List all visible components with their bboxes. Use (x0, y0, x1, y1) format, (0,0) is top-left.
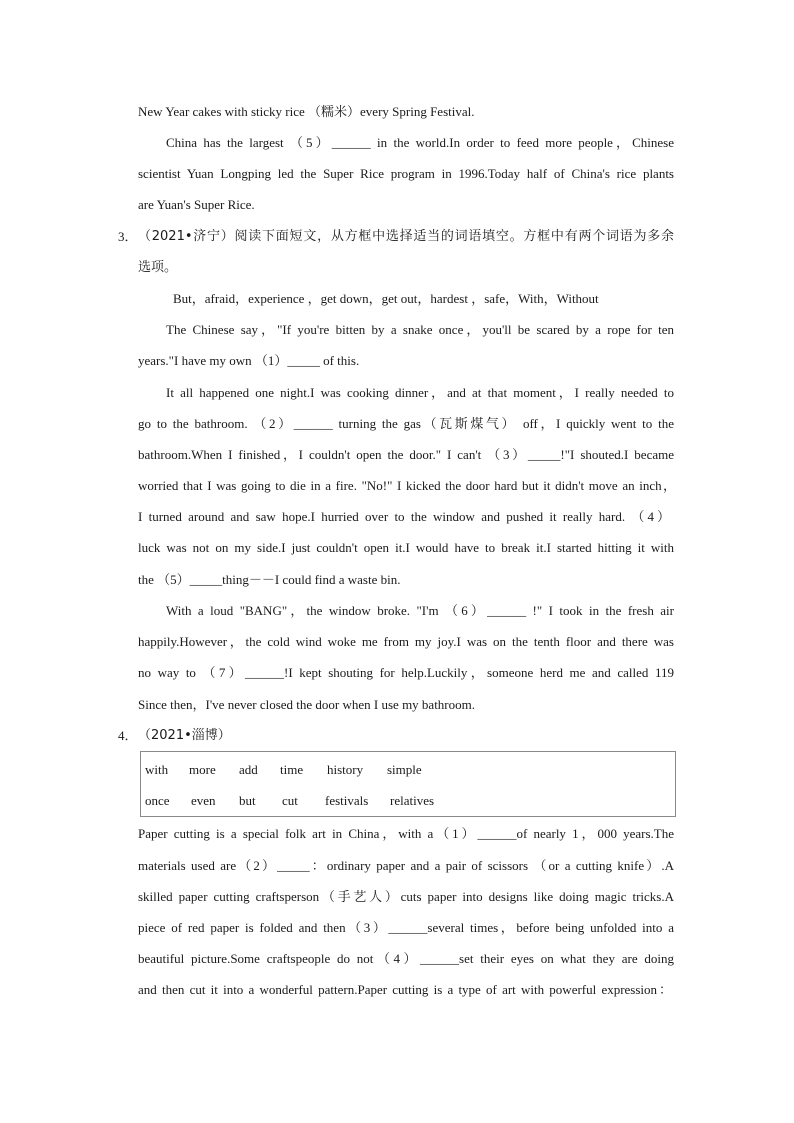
question4-line-6: and then cut it into a wonderful pattern.Paper cutting is a type of art with powerful expression： (138, 982, 672, 997)
question3-header-continued: 选项。 (138, 260, 178, 275)
question3-line-7: I turned around and saw hope.I hurried over to the window and pushed it really hard. （4） (138, 509, 670, 524)
passage2-line-4: are Yuan's Super Rice. (138, 197, 255, 212)
question4-line-1: Paper cutting is a special folk art in China，with a（1）______of nearly 1，000 years.The (138, 826, 674, 841)
question4-number: 4． (118, 728, 138, 743)
question4-line-4: piece of red paper is folded and then（3）______several times，before being unfolded into a (138, 920, 674, 935)
question4-line-2: materials used are（2）_____：ordinary paper and a pair of scissors （or a cutting knife）.A (138, 858, 674, 873)
question3-line-4: go to the bathroom. （2）______ turning the gas（瓦斯煤气） off，I quickly went to the (138, 416, 674, 431)
word-option: more (189, 762, 216, 777)
word-option: history (327, 762, 364, 777)
word-box (140, 751, 676, 817)
word-option: time (280, 762, 304, 777)
question3-line-11: happily.However，the cold wind woke me from my joy.I was on the tenth floor and there was (138, 634, 674, 649)
question3-line-5: bathroom.When I finished，I couldn't open the door." I can't （3）_____!"I shouted.I became (138, 447, 674, 462)
word-option: cut (282, 793, 298, 808)
word-option: festivals (325, 793, 369, 808)
word-option: with (145, 762, 169, 777)
question3-line-2: years."I have my own （1）_____ of this. (138, 353, 360, 368)
question3-line-1: The Chinese say，"If you're bitten by a snake once，you'll be scared by a rope for ten (166, 322, 674, 337)
passage2-line-3: scientist Yuan Longping led the Super Rice program in 1996.Today half of China's rice plants (138, 166, 674, 181)
word-option: simple (387, 762, 422, 777)
question4-line-5: beautiful picture.Some craftspeople do not（4）______set their eyes on what they are doing (138, 951, 674, 966)
word-option: relatives (390, 793, 435, 808)
question3-line-10: With a loud "BANG"，the window broke. "I'm （6）______ !" I took in the fresh air (166, 603, 675, 618)
word-option: once (145, 793, 170, 808)
word-option: add (239, 762, 258, 777)
passage2-line-1: New Year cakes with sticky rice （糯米）every Spring Festival. (138, 104, 475, 119)
word-option: even (191, 793, 216, 808)
question3-word-options: But，afraid，experience ，get down，get out，hardest ，safe，With，Without (173, 291, 599, 306)
question3-line-3: It all happened one night.I was cooking dinner，and at that moment，I really needed to (166, 385, 674, 400)
question3-line-12: no way to （7）______!I kept shouting for help.Luckily，someone herd me and called 119 (138, 665, 674, 680)
question3-line-6: worried that I was going to die in a fire. "No!" I kicked the door hard but it didn't move an inch， (138, 478, 676, 493)
question3-line-9: the （5）_____thing－－I could find a waste bin. (138, 572, 401, 587)
passage2-line-2: China has the largest （5）______ in the world.In order to feed more people，Chinese (166, 135, 674, 150)
question3-header: （2021•济宁）阅读下面短文，从方框中选择适当的词语填空。方框中有两个词语为多余 (138, 229, 674, 244)
word-option: but (239, 793, 256, 808)
question4-line-3: skilled paper cutting craftsperson（手艺人）cuts paper into designs like doing magic tricks.A (138, 889, 674, 904)
question4-header: （2021•淄博） (138, 728, 231, 743)
question3-line-8: luck was not on my side.I just couldn't open it.I would have to break it.I started hitting it with (138, 540, 674, 555)
question3-line-13: Since then，I've never closed the door when I use my bathroom. (138, 697, 475, 712)
question3-number: 3． (118, 229, 138, 244)
